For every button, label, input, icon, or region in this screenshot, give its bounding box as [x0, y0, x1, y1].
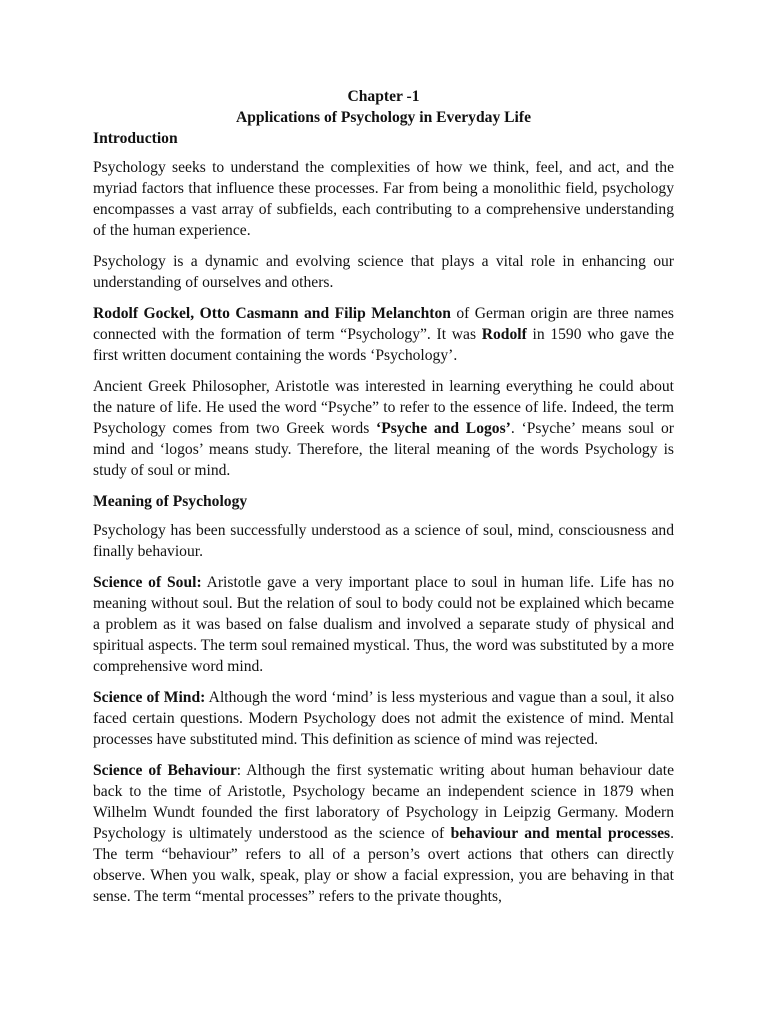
intro-p4-text-2: . ‘Psyche’ means soul or mind and ‘logos’ means study. Therefore, the literal meaning of the words Psychology is study of soul or mind. — [93, 420, 674, 479]
intro-p4-text-1: Ancient Greek Philosopher, Aristotle was interested in learning everything he could about the nature of life. He used the word “Psyche” to refer to the essence of life. Indeed, the term Psychology comes from two Greek words — [93, 378, 674, 437]
intro-paragraph-1: Psychology seeks to understand the complexities of how we think, feel, and act, and the myriad factors that influence these processes. Far from being a monolithic field, psychology encompasses a vast array of subfields, each contributing to a comprehensive understanding of the human experience. — [93, 159, 674, 239]
intro-p3-text-2: in 1590 who gave the first written document containing the words ‘Psychology’. — [93, 326, 674, 364]
science-of-behaviour-text-2: . The term “behaviour” refers to all of a person’s overt actions that others can directly observe. When you walk, speak, play or show a facial expression, you are behaving in that sense. The term “mental processes” refers to the private thoughts, — [93, 825, 674, 905]
science-of-mind-label: Science of Mind: — [93, 689, 206, 706]
intro-paragraph-2: Psychology is a dynamic and evolving science that plays a vital role in enhancing our understanding of ourselves and others. — [93, 253, 674, 291]
document-page — [93, 86, 674, 917]
meaning-heading: Meaning of Psychology — [93, 493, 248, 510]
science-of-mind-text: Although the word ‘mind’ is less mysterious and vague than a soul, it also faced certain questions. Modern Psychology does not admit the existence of mind. Mental processes have substituted mind. This definition as science of mind was rejected. — [93, 689, 674, 748]
intro-paragraph-3 — [93, 303, 674, 366]
science-of-behaviour-paragraph — [93, 760, 674, 907]
founders-names: Rodolf Gockel, Otto Casmann and Filip Melanchton — [93, 305, 451, 322]
meaning-paragraph-1: Psychology has been successfully understood as a science of soul, mind, consciousness and finally behaviour. — [93, 522, 674, 560]
science-of-soul-text: Aristotle gave a very important place to soul in human life. Life has no meaning without soul. But the relation of soul to body could not be explained which became a problem as it was based on false dualism and involved a separate study of physical and spiritual aspects. The term soul remained mystical. Thus, the word was substituted by a more comprehensive word mind. — [93, 574, 674, 675]
intro-paragraph-4 — [93, 376, 674, 481]
science-of-soul-paragraph — [93, 572, 674, 677]
chapter-number: Chapter -1 — [347, 88, 420, 105]
science-of-behaviour-label: Science of Behaviour — [93, 762, 237, 779]
science-of-behaviour-text-1: : Although the first systematic writing about human behaviour date back to the time of Aristotle, Psychology became an independent science in 1879 when Wilhelm Wundt founded the first laboratory of Psychology in Leipzig Germany. Modern Psychology is ultimately understood as the science of — [93, 762, 674, 842]
behaviour-mental-processes: behaviour and mental processes — [450, 825, 671, 842]
intro-p3-text-1: of German origin are three names connected with the formation of term “Psychology”. It was — [93, 305, 674, 343]
introduction-heading: Introduction — [93, 130, 178, 147]
document-title: Applications of Psychology in Everyday Life — [236, 109, 531, 126]
science-of-soul-label: Science of Soul: — [93, 574, 202, 591]
rodolf-name: Rodolf — [481, 326, 527, 343]
greek-words: ‘Psyche and Logos’ — [376, 420, 511, 437]
science-of-mind-paragraph — [93, 687, 674, 750]
